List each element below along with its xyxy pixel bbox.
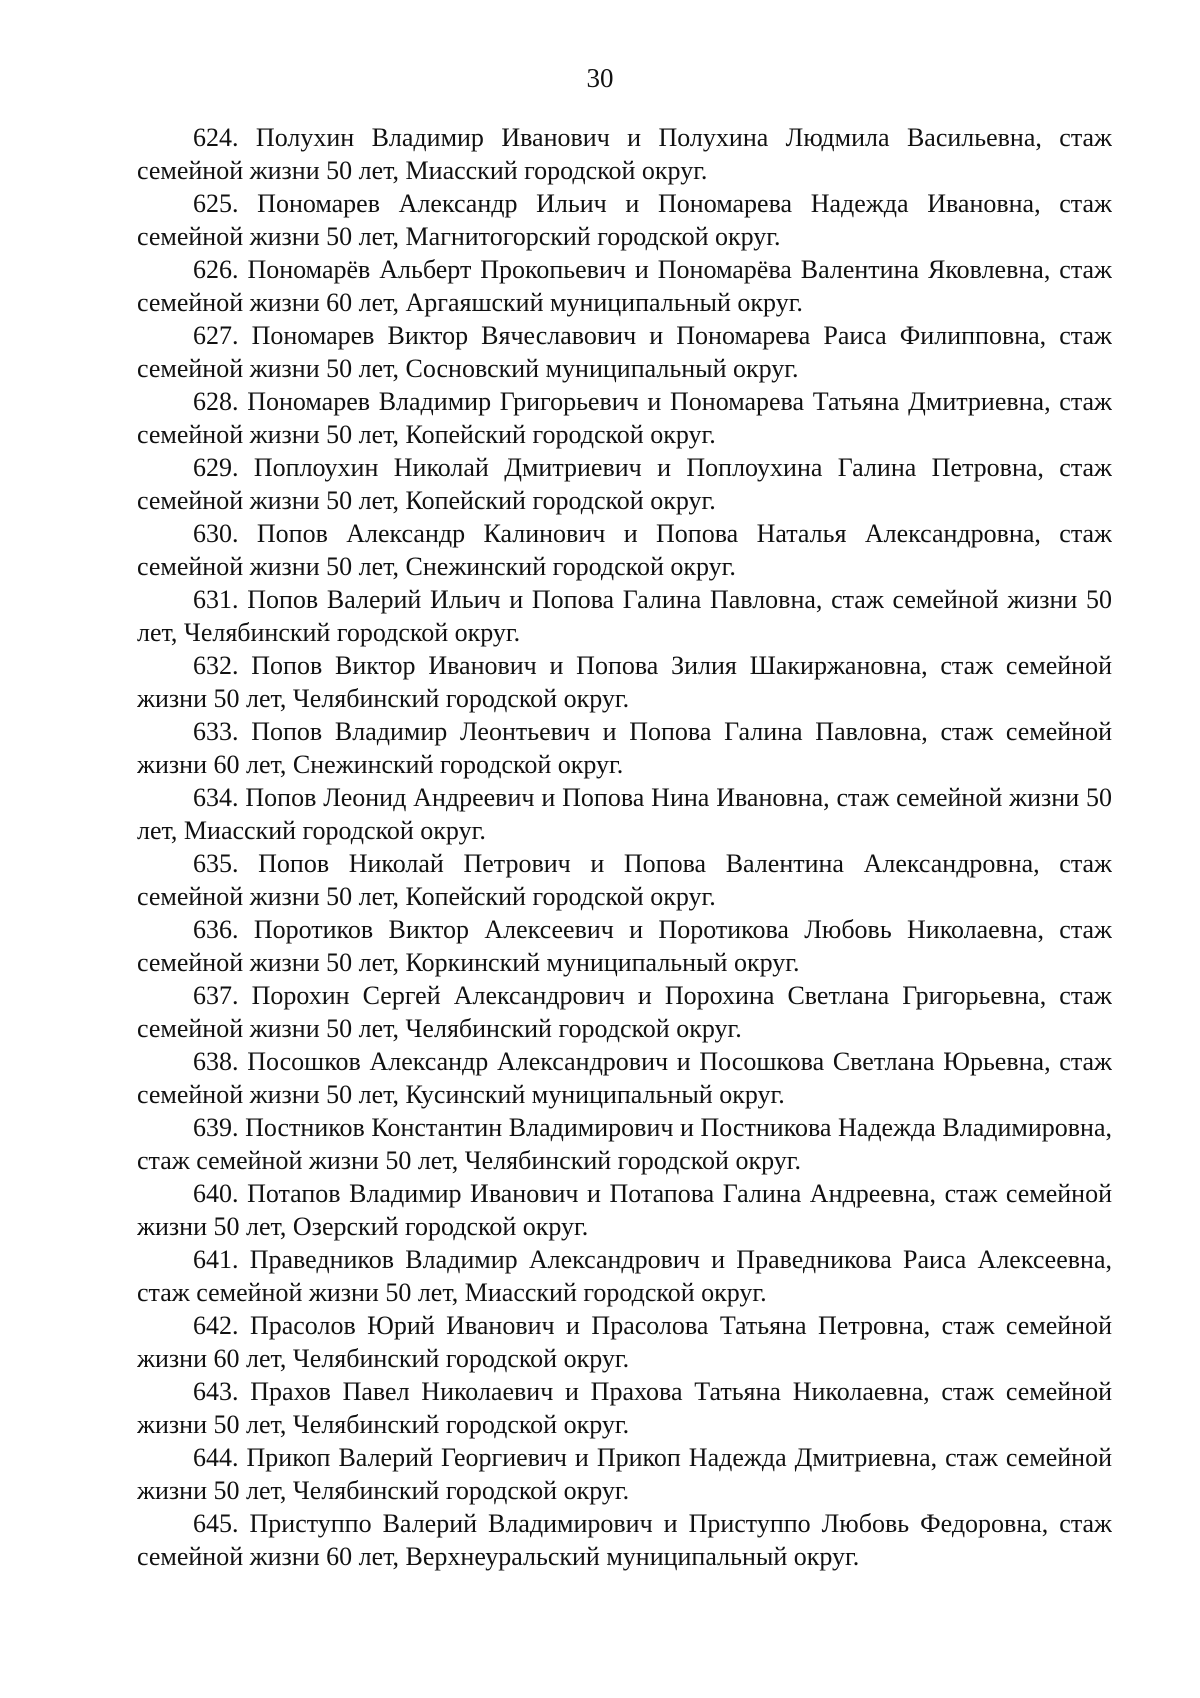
entry-number: 641. — [193, 1245, 239, 1274]
entry-text: Прахов Павел Николаевич и Прахова Татьяна Николаевна, стаж семейной жизни 50 лет, Челябинский городской округ. — [137, 1377, 1112, 1439]
entry-text: Поплоухин Николай Дмитриевич и Поплоухина Галина Петровна, стаж семейной жизни 50 лет, Копейский городской округ. — [137, 453, 1112, 515]
entry-text: Пономарёв Альберт Прокопьевич и Пономарёва Валентина Яковлевна, стаж семейной жизни 60 лет, Аргаяшский муниципальный округ. — [137, 255, 1112, 317]
entry-number: 645. — [193, 1509, 239, 1538]
list-item — [137, 1243, 1112, 1309]
list-item — [137, 649, 1112, 715]
entry-number: 630. — [193, 519, 239, 548]
entry-number: 643. — [193, 1377, 239, 1406]
entry-number: 633. — [193, 717, 239, 746]
entry-text: Попов Александр Калинович и Попова Наталья Александровна, стаж семейной жизни 50 лет, Снежинский городской округ. — [137, 519, 1112, 581]
list-item — [137, 847, 1112, 913]
list-item — [137, 385, 1112, 451]
award-list — [137, 121, 1112, 1573]
list-item — [137, 253, 1112, 319]
entry-text: Поротиков Виктор Алексеевич и Поротикова Любовь Николаевна, стаж семейной жизни 50 лет, Коркинский муниципальный округ. — [137, 915, 1112, 977]
entry-text: Попов Леонид Андреевич и Попова Нина Ивановна, стаж семейной жизни 50 лет, Миасский городской округ. — [137, 783, 1112, 845]
entry-text: Постников Константин Владимирович и Постникова Надежда Владимировна, стаж семейной жизни 50 лет, Челябинский городской округ. — [137, 1113, 1112, 1175]
entry-number: 629. — [193, 453, 239, 482]
entry-number: 636. — [193, 915, 239, 944]
entry-number: 624. — [193, 123, 239, 152]
entry-number: 638. — [193, 1047, 239, 1076]
list-item — [137, 121, 1112, 187]
entry-number: 644. — [193, 1443, 239, 1472]
entry-text: Пономарев Владимир Григорьевич и Пономарева Татьяна Дмитриевна, стаж семейной жизни 50 лет, Копейский городской округ. — [137, 387, 1112, 449]
entry-text: Пономарев Виктор Вячеславович и Пономарева Раиса Филипповна, стаж семейной жизни 50 лет, Сосновский муниципальный округ. — [137, 321, 1112, 383]
entry-text: Порохин Сергей Александрович и Порохина Светлана Григорьевна, стаж семейной жизни 50 лет, Челябинский городской округ. — [137, 981, 1112, 1043]
list-item — [137, 187, 1112, 253]
list-item — [137, 319, 1112, 385]
list-item — [137, 1045, 1112, 1111]
entry-text: Полухин Владимир Иванович и Полухина Людмила Васильевна, стаж семейной жизни 50 лет, Миасский городской округ. — [137, 123, 1112, 185]
page-number: 30 — [586, 63, 614, 93]
entry-number: 635. — [193, 849, 239, 878]
list-item — [137, 1441, 1112, 1507]
list-item — [137, 1177, 1112, 1243]
entry-number: 628. — [193, 387, 239, 416]
list-item — [137, 1309, 1112, 1375]
list-item — [137, 1507, 1112, 1573]
entry-text: Посошков Александр Александрович и Посошкова Светлана Юрьевна, стаж семейной жизни 50 лет, Кусинский муниципальный округ. — [137, 1047, 1112, 1109]
entry-number: 625. — [193, 189, 239, 218]
list-item — [137, 781, 1112, 847]
entry-text: Потапов Владимир Иванович и Потапова Галина Андреевна, стаж семейной жизни 50 лет, Озерский городской округ. — [137, 1179, 1112, 1241]
entry-number: 639. — [193, 1113, 239, 1142]
entry-text: Попов Виктор Иванович и Попова Зилия Шакиржановна, стаж семейной жизни 50 лет, Челябинский городской округ. — [137, 651, 1112, 713]
entry-number: 626. — [193, 255, 239, 284]
entry-number: 627. — [193, 321, 239, 350]
entry-number: 634. — [193, 783, 239, 812]
entry-number: 640. — [193, 1179, 239, 1208]
entry-text: Попов Николай Петрович и Попова Валентина Александровна, стаж семейной жизни 50 лет, Копейский городской округ. — [137, 849, 1112, 911]
entry-number: 637. — [193, 981, 239, 1010]
list-item — [137, 517, 1112, 583]
entry-text: Прикоп Валерий Георгиевич и Прикоп Надежда Дмитриевна, стаж семейной жизни 50 лет, Челябинский городской округ. — [137, 1443, 1112, 1505]
list-item — [137, 1375, 1112, 1441]
entry-number: 642. — [193, 1311, 239, 1340]
entry-text: Приступпо Валерий Владимирович и Приступпо Любовь Федоровна, стаж семейной жизни 60 лет, Верхнеуральский муниципальный округ. — [137, 1509, 1112, 1571]
list-item — [137, 451, 1112, 517]
entry-number: 632. — [193, 651, 239, 680]
list-item — [137, 583, 1112, 649]
list-item — [137, 715, 1112, 781]
entry-text: Попов Валерий Ильич и Попова Галина Павловна, стаж семейной жизни 50 лет, Челябинский городской округ. — [137, 585, 1112, 647]
entry-text: Прасолов Юрий Иванович и Прасолова Татьяна Петровна, стаж семейной жизни 60 лет, Челябинский городской округ. — [137, 1311, 1112, 1373]
entry-text: Попов Владимир Леонтьевич и Попова Галина Павловна, стаж семейной жизни 60 лет, Снежинский городской округ. — [137, 717, 1112, 779]
list-item — [137, 1111, 1112, 1177]
list-item — [137, 913, 1112, 979]
list-item — [137, 979, 1112, 1045]
entry-number: 631. — [193, 585, 239, 614]
entry-text: Пономарев Александр Ильич и Пономарева Надежда Ивановна, стаж семейной жизни 50 лет, Магнитогорский городской округ. — [137, 189, 1112, 251]
entry-text: Праведников Владимир Александрович и Праведникова Раиса Алексеевна, стаж семейной жизни 50 лет, Миасский городской округ. — [137, 1245, 1112, 1307]
